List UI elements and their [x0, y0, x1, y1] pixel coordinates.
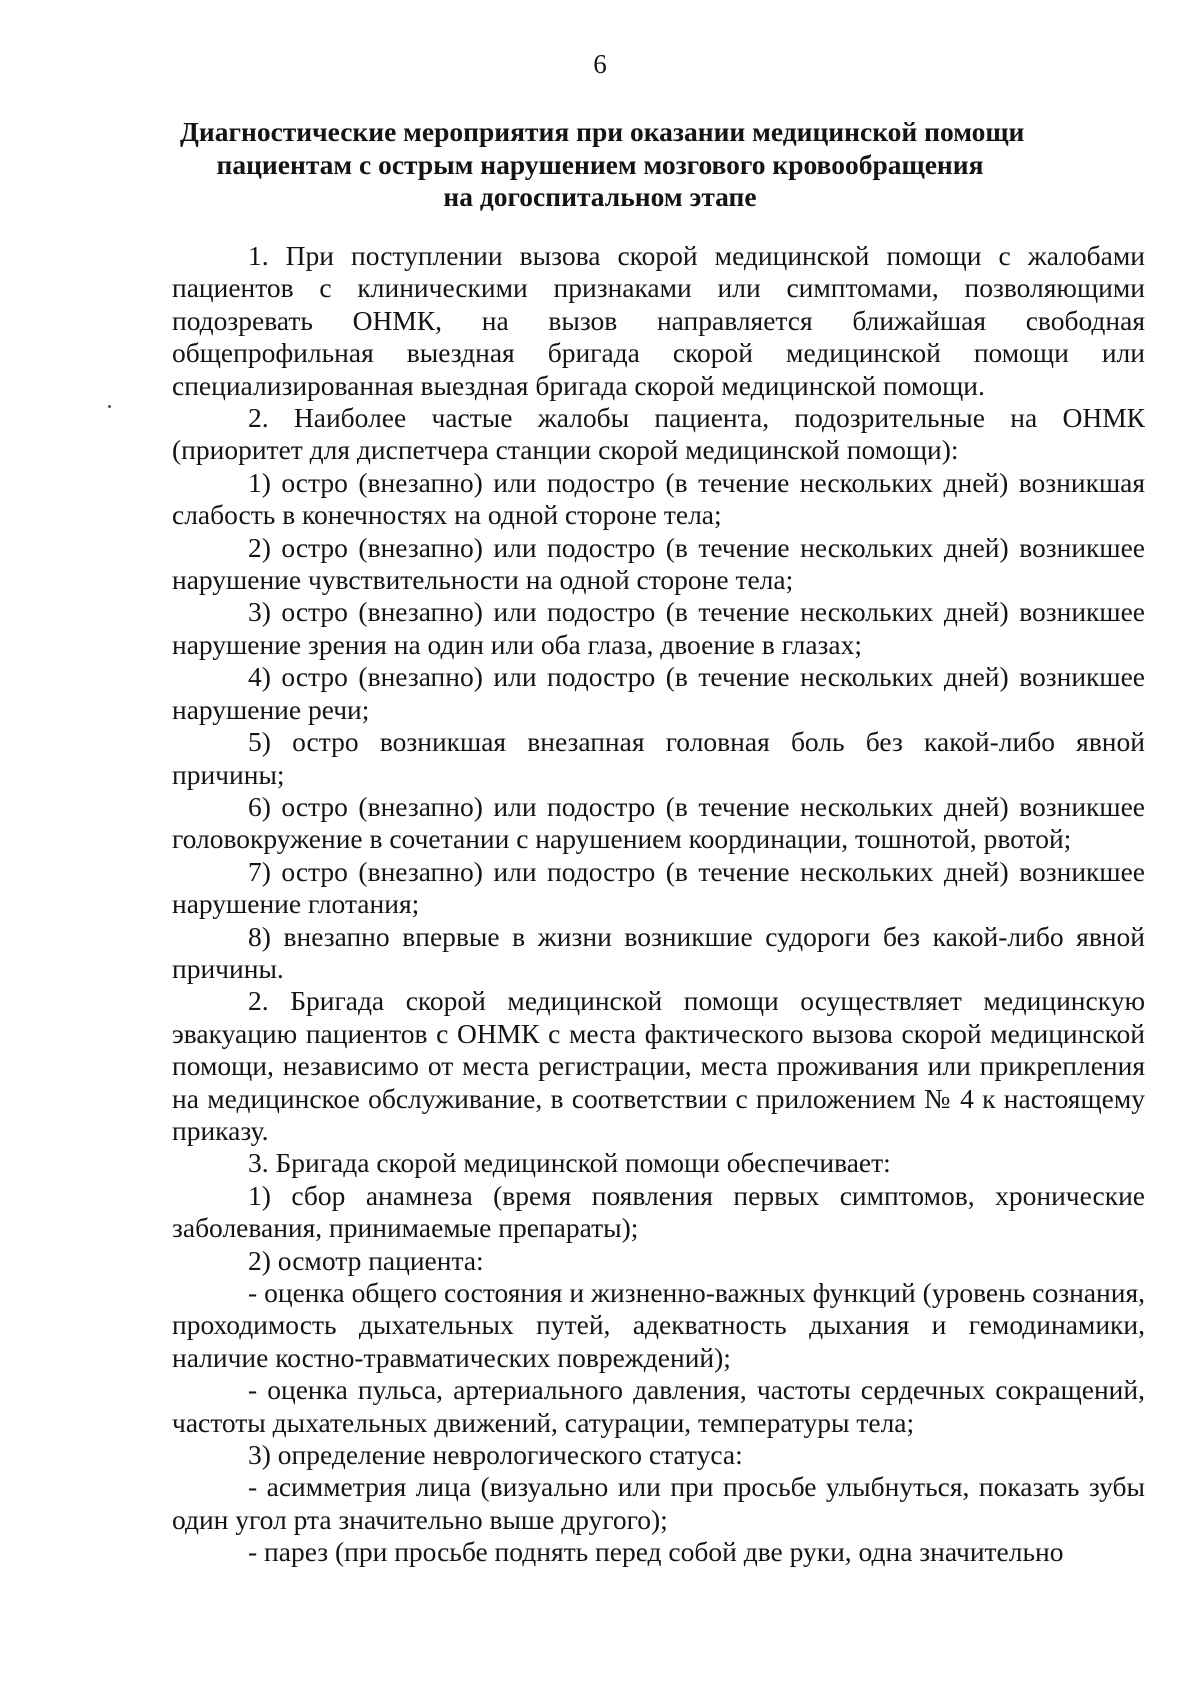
provision-item-2: 2) осмотр пациента: — [248, 1244, 484, 1276]
list-item-6: 6) остро (внезапно) или подостро (в течение нескольких дней) возникшее головокружение в сочетании с нарушением координации, тошнотой, рвотой; — [172, 790, 1145, 855]
paragraph-evacuation: 2. Бригада скорой медицинской помощи осуществляет медицинскую эвакуацию пациентов с ОНМК с места фактического вызова скорой медицинской помощи, независимо от места регистрации, места проживания или прикрепления на медицинское обслуживание, в соответствии с приложением № 4 к настоящему приказу. — [172, 985, 1145, 1146]
provision-subitem-1: - оценка общего состояния и жизненно-важных функций (уровень сознания, проходимость дыхательных путей, адекватность дыхания и гемодинамики, наличие костно-травматических повреждений); — [172, 1277, 1145, 1373]
neuro-subitem-2: - парез (при просьбе поднять перед собой две руки, одна значительно — [248, 1536, 1064, 1568]
provision-subitem-2: - оценка пульса, артериального давления, частоты сердечных сокращений, частоты дыхательных движений, сатурации, температуры тела; — [172, 1374, 1145, 1438]
paragraph-1: 1. При поступлении вызова скорой медицинской помощи с жалобами пациентов с клиническими признаками или симптомами, позволяющими подозревать ОНМК, на вызов направляется ближайшая свободная общепрофильная выездная бригада скорой медицинской помощи или специализированная выездная бригада скорой медицинской помощи. — [172, 240, 1145, 401]
list-item-4: 4) остро (внезапно) или подостро (в течение нескольких дней) возникшее нарушение речи; — [172, 661, 1145, 725]
title-line-1: Диагностические мероприятия при оказании медицинской помощи — [180, 116, 1025, 147]
document-title — [180, 116, 1025, 214]
list-item-8: 8) внезапно впервые в жизни возникшие судороги без какой-либо явной причины. — [172, 920, 1145, 984]
list-item-5: 5) остро возникшая внезапная головная боль без какой-либо явной причины; — [172, 726, 1145, 790]
neuro-subitem-1: - асимметрия лица (визуально или при просьбе улыбнуться, показать зубы один угол рта значительно выше другого); — [172, 1471, 1145, 1535]
title-line-2: пациентам с острым нарушением мозгового кровообращения — [216, 148, 984, 180]
paragraph-brigade-provides: 3. Бригада скорой медицинской помощи обеспечивает: — [248, 1147, 891, 1179]
page-number: 6 — [593, 49, 607, 79]
provision-item-3: 3) определение неврологического статуса: — [248, 1439, 743, 1471]
list-item-3: 3) остро (внезапно) или подостро (в течение нескольких дней) возникшее нарушение зрения на один или оба глаза, двоение в глазах; — [172, 596, 1145, 660]
provision-item-1: 1) сбор анамнеза (время появления первых симптомов, хронические заболевания, принимаемые препараты); — [172, 1179, 1145, 1244]
paragraph-2: 2. Наиболее частые жалобы пациента, подозрительные на ОНМК (приоритет для диспетчера станции скорой медицинской помощи): — [172, 402, 1145, 466]
title-line-3: на догоспитальном этапе — [443, 181, 757, 212]
scan-mark — [108, 405, 111, 408]
list-item-1: 1) остро (внезапно) или подостро (в течение нескольких дней) возникшая слабость в конечностях на одной стороне тела; — [172, 466, 1145, 531]
list-item-2: 2) остро (внезапно) или подостро (в течение нескольких дней) возникшее нарушение чувствительности на одной стороне тела; — [172, 531, 1145, 596]
document-body — [172, 240, 1145, 1569]
list-item-7: 7) остро (внезапно) или подостро (в течение нескольких дней) возникшее нарушение глотания; — [172, 855, 1145, 920]
